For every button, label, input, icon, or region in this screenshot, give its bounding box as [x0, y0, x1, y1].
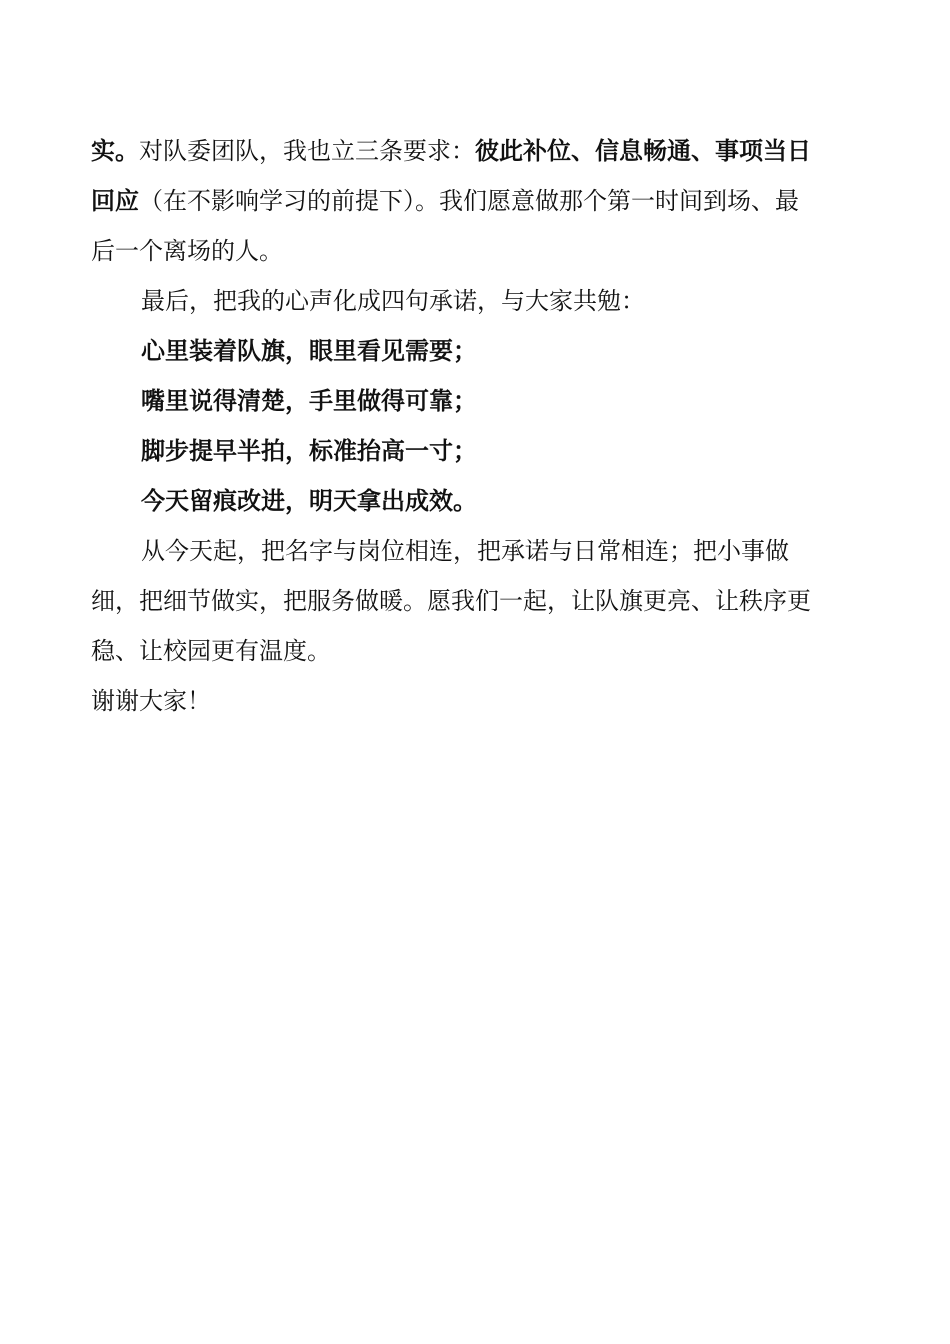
- bold-text: 回应: [91, 187, 139, 215]
- paragraph-line: 稳、让校园更有温度。: [91, 637, 331, 665]
- paragraph-promise-intro: 最后，把我的心声化成四句承诺，与大家共勉：: [141, 287, 645, 315]
- promise-line: 脚步提早半拍，标准抬高一寸；: [141, 437, 477, 465]
- paragraph-team-requirements: [91, 126, 859, 276]
- paragraph-conclusion: [91, 526, 859, 676]
- paragraph-line: 从今天起，把名字与岗位相连，把承诺与日常相连；把小事做: [141, 537, 789, 565]
- bold-text: 实。: [91, 137, 139, 165]
- bold-text: 彼此补位、信息畅通、事项当日: [475, 137, 811, 165]
- paragraph-line: [91, 176, 859, 226]
- paragraph-line: [91, 126, 859, 176]
- body-text: 对队委团队，我也立三条要求：: [139, 137, 475, 165]
- promise-line: 今天留痕改进，明天拿出成效。: [141, 487, 477, 515]
- promise-line: 心里装着队旗，眼里看见需要；: [141, 337, 477, 365]
- closing-thanks: 谢谢大家！: [91, 687, 211, 715]
- paragraph-line: 后一个离场的人。: [91, 237, 283, 265]
- promise-line: 嘴里说得清楚，手里做得可靠；: [141, 387, 477, 415]
- body-text: （在不影响学习的前提下）。我们愿意做那个第一时间到场、最: [139, 187, 799, 215]
- paragraph-line: 细，把细节做实，把服务做暖。愿我们一起，让队旗更亮、让秩序更: [91, 587, 811, 615]
- document-body: [91, 126, 859, 726]
